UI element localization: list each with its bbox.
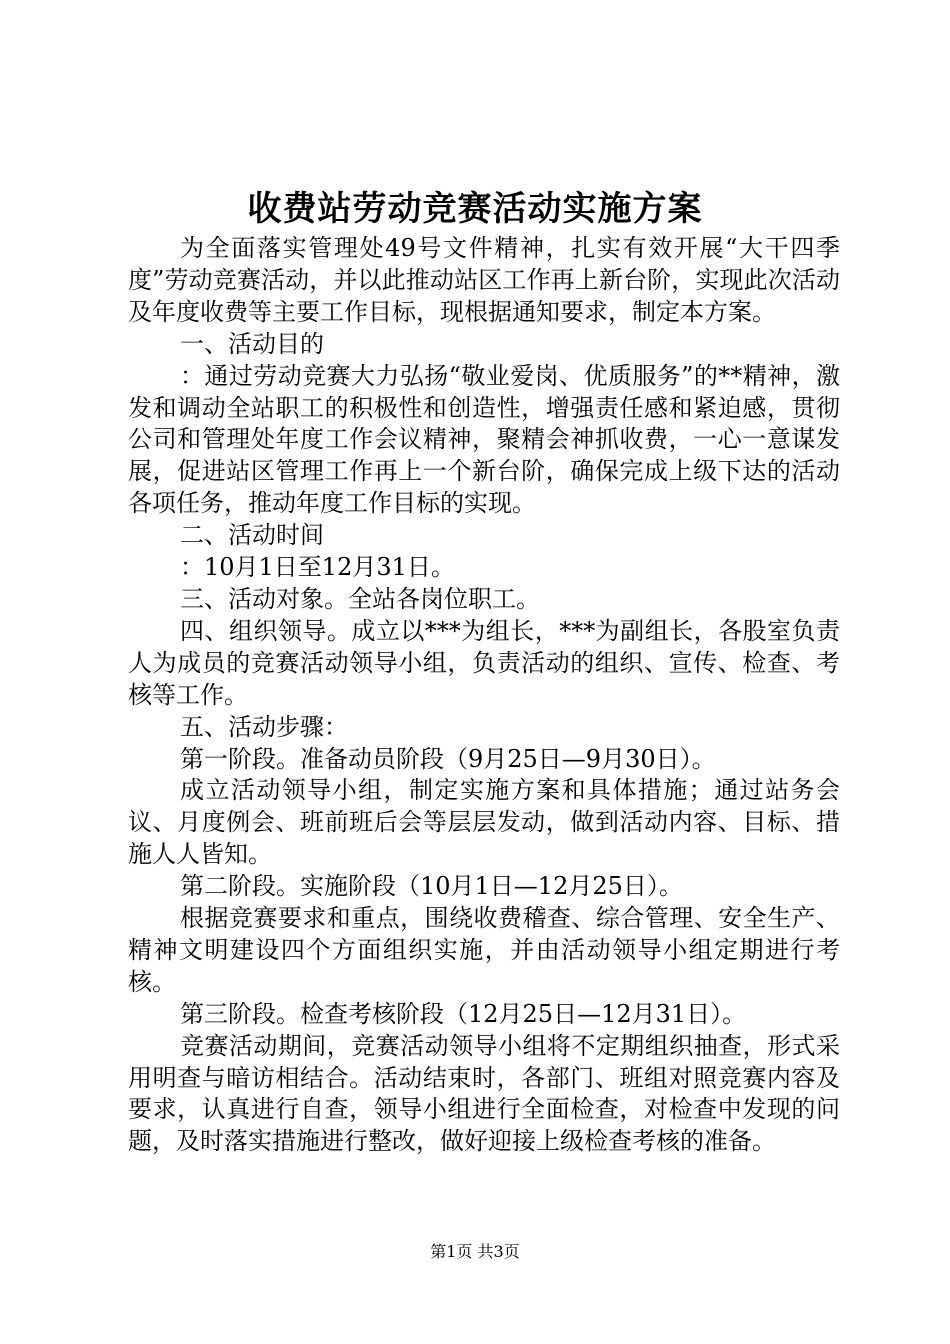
page-number-footer: 第1页 共3页 — [430, 1242, 520, 1261]
stage-one-heading: 第一阶段。准备动员阶段（9月25日—9月30日）。 — [180, 744, 716, 773]
section-heading-time: 二、活动时间 — [180, 521, 324, 550]
section-heading-steps: 五、活动步骤： — [180, 712, 348, 741]
stage-three-paragraph: 竞赛活动期间，竞赛活动领导小组将不定期组织抽查，形式采用明查与暗访相结合。活动结束时，各部门、班组对照竞赛内容及要求，认真进行自查，领导小组进行全面检查，对检查中发现的问题，及时落实措施进行整改，做好迎接上级检查考核的准备。 — [128, 1031, 840, 1156]
document-title: 收费站劳动竞赛活动实施方案 — [247, 189, 703, 229]
stage-two-paragraph: 根据竞赛要求和重点，围绕收费稽查、综合管理、安全生产、精神文明建设四个方面组织实施，并由活动领导小组定期进行考核。 — [128, 904, 840, 996]
intro-paragraph: 为全面落实管理处49号文件精神，扎实有效开展“大干四季度”劳动竞赛活动，并以此推动站区工作再上新台阶，实现此次活动及年度收费等主要工作目标，现根据通知要求，制定本方案。 — [128, 234, 840, 326]
stage-two-heading: 第二阶段。实施阶段（10月1日—12月25日）。 — [180, 872, 683, 901]
section-leadership: 四、组织领导。成立以***为组长，***为副组长，各股室负责人为成员的竞赛活动领导小组，负责活动的组织、宣传、检查、考核等工作。 — [128, 616, 840, 709]
time-paragraph: ：10月1日至12月31日。 — [180, 553, 455, 582]
purpose-paragraph: ：通过劳动竞赛大力弘扬“敬业爱岗、优质服务”的**精神，激发和调动全站职工的积极性和创造性，增强责任感和紧迫感，贯彻公司和管理处年度工作会议精神，聚精会神抓收费，一心一意谋发展，促进站区管理工作再上一个新台阶，确保完成上级下达的活动各项任务，推动年度工作目标的实现。 — [128, 361, 840, 518]
document-body — [128, 233, 840, 1158]
stage-one-paragraph: 成立活动领导小组，制定实施方案和具体措施；通过站务会议、月度例会、班前班后会等层层发动，做到活动内容、目标、措施人人皆知。 — [128, 776, 840, 869]
section-heading-purpose: 一、活动目的 — [180, 329, 324, 358]
section-target: 三、活动对象。全站各岗位职工。 — [180, 584, 540, 613]
stage-three-heading: 第三阶段。检查考核阶段（12月25日—12月31日）。 — [180, 999, 747, 1028]
